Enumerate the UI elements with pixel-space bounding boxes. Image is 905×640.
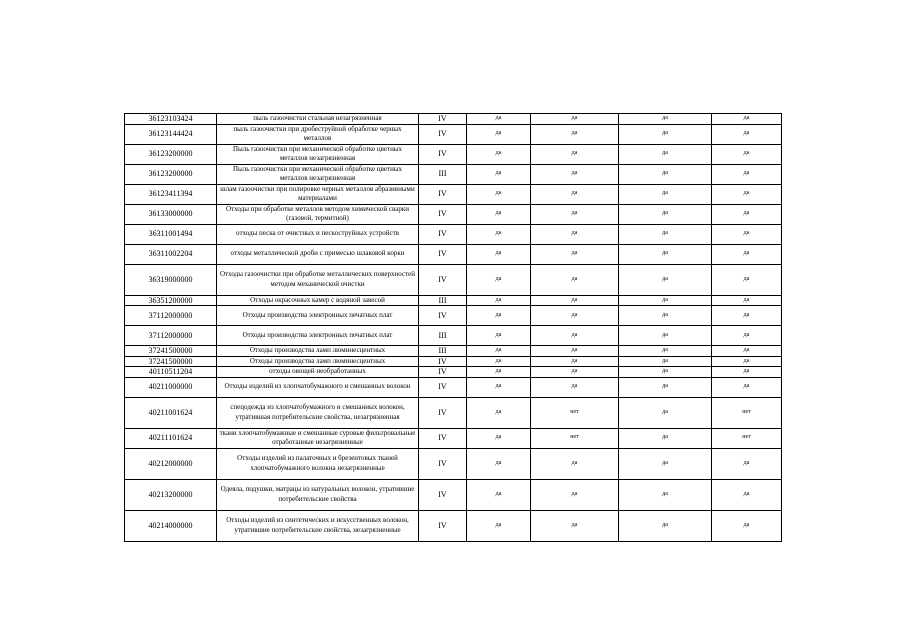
waste-table: [124, 113, 782, 542]
flag-cell-1: да: [467, 326, 531, 346]
flag-cell-2: да: [531, 306, 619, 326]
hazard-class-cell: IV: [419, 264, 467, 295]
table-row: [125, 448, 782, 479]
waste-name-cell: Одеяла, подушки, матрацы из натуральных волокон, утратившие потребительские свойства: [217, 479, 419, 510]
waste-code-cell: 40211101624: [125, 428, 217, 448]
waste-name-cell: пыль газоочистки стальная незагрязненная: [217, 114, 419, 125]
hazard-class-cell: IV: [419, 244, 467, 264]
waste-code-cell: 37112000000: [125, 306, 217, 326]
waste-name-cell: Отходы изделий из синтетических и искусственных волокон, утратившие потребительские свойства, незагрязненные: [217, 510, 419, 541]
waste-code-cell: 36311001494: [125, 224, 217, 244]
waste-name-cell: ткани хлопчатобумажные и смешанные суровые фильтровальные отработанные незагрязненные: [217, 428, 419, 448]
flag-cell-2: да: [531, 510, 619, 541]
flag-cell-4: да: [712, 346, 782, 357]
flag-cell-3: да: [619, 295, 712, 306]
flag-cell-4: нет: [712, 428, 782, 448]
hazard-class-cell: IV: [419, 510, 467, 541]
flag-cell-3: да: [619, 306, 712, 326]
flag-cell-4: да: [712, 306, 782, 326]
flag-cell-4: нет: [712, 397, 782, 428]
waste-code-cell: 37241500000: [125, 356, 217, 367]
flag-cell-3: да: [619, 144, 712, 164]
flag-cell-2: да: [531, 448, 619, 479]
waste-name-cell: Отходы производства электронных печатных плат: [217, 326, 419, 346]
waste-code-cell: 40110511204: [125, 367, 217, 378]
flag-cell-1: да: [467, 144, 531, 164]
hazard-class-cell: IV: [419, 479, 467, 510]
flag-cell-2: да: [531, 124, 619, 144]
flag-cell-1: да: [467, 224, 531, 244]
table-row: [125, 326, 782, 346]
waste-code-cell: 40213200000: [125, 479, 217, 510]
flag-cell-1: да: [467, 295, 531, 306]
flag-cell-3: да: [619, 346, 712, 357]
table-row: [125, 306, 782, 326]
flag-cell-4: да: [712, 367, 782, 378]
flag-cell-1: да: [467, 377, 531, 397]
table-row: [125, 295, 782, 306]
waste-code-cell: 36123200000: [125, 144, 217, 164]
waste-code-cell: 40214000000: [125, 510, 217, 541]
flag-cell-2: да: [531, 204, 619, 224]
flag-cell-2: да: [531, 295, 619, 306]
waste-name-cell: Отходы производства ламп люминесцентных: [217, 356, 419, 367]
table-row: [125, 124, 782, 144]
flag-cell-3: да: [619, 326, 712, 346]
hazard-class-cell: IV: [419, 124, 467, 144]
flag-cell-1: да: [467, 264, 531, 295]
flag-cell-3: да: [619, 356, 712, 367]
waste-name-cell: шлам газоочистки при полировке черных металлов абразивными материалами: [217, 184, 419, 204]
flag-cell-3: да: [619, 367, 712, 378]
flag-cell-2: да: [531, 264, 619, 295]
flag-cell-4: да: [712, 448, 782, 479]
waste-name-cell: Отходы производства ламп люминесцентных: [217, 346, 419, 357]
table-row: [125, 224, 782, 244]
flag-cell-1: да: [467, 184, 531, 204]
flag-cell-1: да: [467, 164, 531, 184]
flag-cell-4: да: [712, 377, 782, 397]
flag-cell-3: да: [619, 448, 712, 479]
waste-code-cell: 36311002204: [125, 244, 217, 264]
hazard-class-cell: IV: [419, 356, 467, 367]
flag-cell-4: да: [712, 326, 782, 346]
flag-cell-3: да: [619, 397, 712, 428]
hazard-class-cell: III: [419, 326, 467, 346]
table-row: [125, 244, 782, 264]
hazard-class-cell: IV: [419, 367, 467, 378]
flag-cell-1: да: [467, 397, 531, 428]
waste-name-cell: отходы песка от очистных и пескоструйных устройств: [217, 224, 419, 244]
table-row: [125, 164, 782, 184]
table-row: [125, 397, 782, 428]
flag-cell-2: да: [531, 479, 619, 510]
flag-cell-4: да: [712, 224, 782, 244]
flag-cell-2: нет: [531, 397, 619, 428]
table-row: [125, 144, 782, 164]
waste-name-cell: Пыль газоочистки при механической обработке цветных металлов незагрязненная: [217, 164, 419, 184]
flag-cell-4: да: [712, 479, 782, 510]
flag-cell-4: да: [712, 204, 782, 224]
waste-name-cell: Отходы изделий из хлопчатобумажного и смешанных волокон: [217, 377, 419, 397]
waste-code-cell: 36319000000: [125, 264, 217, 295]
flag-cell-3: да: [619, 377, 712, 397]
flag-cell-1: да: [467, 367, 531, 378]
waste-name-cell: отходы металлической дроби с примесью шлаковой корки: [217, 244, 419, 264]
table-row: [125, 479, 782, 510]
waste-name-cell: Отходы окрасочных камер с водяной завесой: [217, 295, 419, 306]
flag-cell-2: да: [531, 367, 619, 378]
table-row: [125, 264, 782, 295]
hazard-class-cell: III: [419, 164, 467, 184]
flag-cell-3: да: [619, 264, 712, 295]
table-row: [125, 346, 782, 357]
flag-cell-4: да: [712, 184, 782, 204]
flag-cell-4: да: [712, 114, 782, 125]
flag-cell-2: да: [531, 244, 619, 264]
flag-cell-1: да: [467, 124, 531, 144]
flag-cell-1: да: [467, 510, 531, 541]
waste-code-cell: 36123411394: [125, 184, 217, 204]
waste-name-cell: отходы овощей необработанных: [217, 367, 419, 378]
table-row: [125, 428, 782, 448]
flag-cell-3: да: [619, 479, 712, 510]
flag-cell-3: да: [619, 224, 712, 244]
flag-cell-3: да: [619, 114, 712, 125]
flag-cell-4: да: [712, 356, 782, 367]
waste-code-cell: 36123103424: [125, 114, 217, 125]
flag-cell-2: да: [531, 224, 619, 244]
flag-cell-2: да: [531, 114, 619, 125]
flag-cell-2: да: [531, 184, 619, 204]
waste-name-cell: Отходы изделий из палаточных и брезентовых тканей хлопчатобумажного волокна незагрязненные: [217, 448, 419, 479]
flag-cell-1: да: [467, 356, 531, 367]
table-row: [125, 204, 782, 224]
flag-cell-2: да: [531, 346, 619, 357]
flag-cell-1: да: [467, 479, 531, 510]
flag-cell-3: да: [619, 204, 712, 224]
waste-code-cell: 36123144424: [125, 124, 217, 144]
waste-code-cell: 40211001624: [125, 397, 217, 428]
flag-cell-3: да: [619, 124, 712, 144]
flag-cell-3: да: [619, 510, 712, 541]
flag-cell-3: да: [619, 164, 712, 184]
waste-code-cell: 36133000000: [125, 204, 217, 224]
hazard-class-cell: IV: [419, 306, 467, 326]
flag-cell-1: да: [467, 244, 531, 264]
flag-cell-3: да: [619, 244, 712, 264]
flag-cell-1: да: [467, 346, 531, 357]
waste-code-cell: 36123200000: [125, 164, 217, 184]
flag-cell-2: да: [531, 164, 619, 184]
waste-name-cell: спецодежда из хлопчатобумажного и смешанных волокон, утратившая потребительские свойства, незагрязненная: [217, 397, 419, 428]
flag-cell-3: да: [619, 184, 712, 204]
waste-name-cell: Пыль газоочистки при механической обработке цветных металлов незагрязненная: [217, 144, 419, 164]
table-row: [125, 367, 782, 378]
flag-cell-4: да: [712, 264, 782, 295]
flag-cell-1: да: [467, 306, 531, 326]
waste-code-cell: 40211000000: [125, 377, 217, 397]
flag-cell-2: да: [531, 377, 619, 397]
flag-cell-1: да: [467, 428, 531, 448]
flag-cell-3: да: [619, 428, 712, 448]
hazard-class-cell: IV: [419, 377, 467, 397]
hazard-class-cell: IV: [419, 144, 467, 164]
flag-cell-1: да: [467, 448, 531, 479]
waste-code-cell: 40212000000: [125, 448, 217, 479]
table-row: [125, 510, 782, 541]
hazard-class-cell: IV: [419, 224, 467, 244]
waste-name-cell: Отходы при обработке металлов методом химической сварки (газовой, термитной): [217, 204, 419, 224]
hazard-class-cell: IV: [419, 397, 467, 428]
table-row: [125, 377, 782, 397]
flag-cell-2: нет: [531, 428, 619, 448]
hazard-class-cell: IV: [419, 448, 467, 479]
hazard-class-cell: IV: [419, 428, 467, 448]
hazard-class-cell: III: [419, 346, 467, 357]
flag-cell-1: да: [467, 204, 531, 224]
waste-code-cell: 37112000000: [125, 326, 217, 346]
flag-cell-4: да: [712, 144, 782, 164]
hazard-class-cell: III: [419, 295, 467, 306]
flag-cell-2: да: [531, 144, 619, 164]
flag-cell-1: да: [467, 114, 531, 125]
table-row: [125, 356, 782, 367]
hazard-class-cell: IV: [419, 184, 467, 204]
hazard-class-cell: IV: [419, 114, 467, 125]
flag-cell-4: да: [712, 164, 782, 184]
flag-cell-4: да: [712, 510, 782, 541]
waste-code-cell: 36351200000: [125, 295, 217, 306]
waste-name-cell: Отходы газоочистки при обработке металлических поверхностей методом механической очистки: [217, 264, 419, 295]
flag-cell-4: да: [712, 124, 782, 144]
table-row: [125, 114, 782, 125]
flag-cell-2: да: [531, 326, 619, 346]
flag-cell-4: да: [712, 244, 782, 264]
table-row: [125, 184, 782, 204]
waste-name-cell: пыль газоочистки при дробеструйной обработке черных металлов: [217, 124, 419, 144]
flag-cell-4: да: [712, 295, 782, 306]
waste-name-cell: Отходы производства электронных печатных плат: [217, 306, 419, 326]
hazard-class-cell: IV: [419, 204, 467, 224]
waste-code-cell: 37241500000: [125, 346, 217, 357]
waste-table-body: [125, 114, 782, 542]
flag-cell-2: да: [531, 356, 619, 367]
